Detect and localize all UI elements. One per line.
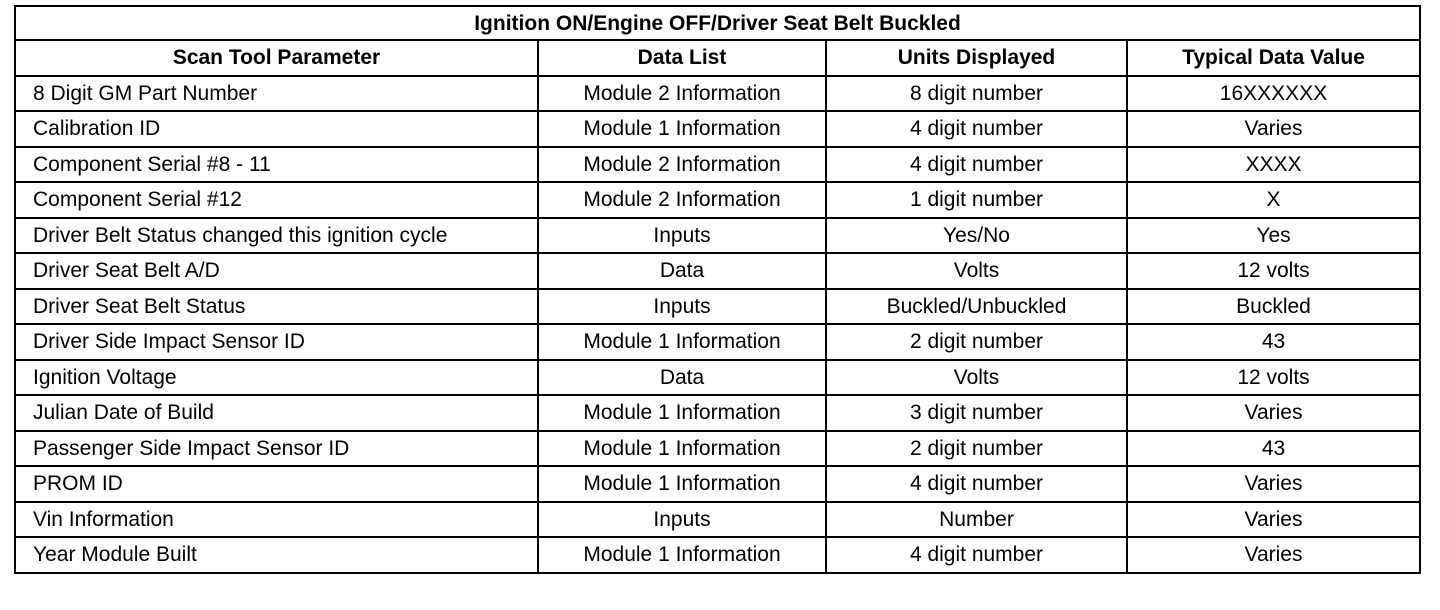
cell-scan-tool-parameter: Year Module Built [15,537,538,573]
cell-scan-tool-parameter: PROM ID [15,466,538,502]
cell-typical-data-value: Yes [1127,218,1420,254]
cell-units-displayed: 1 digit number [826,182,1127,218]
table-row [15,147,1420,183]
cell-scan-tool-parameter: Ignition Voltage [15,360,538,396]
cell-units-displayed: 4 digit number [826,466,1127,502]
cell-typical-data-value: Varies [1127,537,1420,573]
table-row [15,253,1420,289]
cell-units-displayed: Volts [826,253,1127,289]
cell-data-list: Inputs [538,502,826,538]
table-row [15,431,1420,467]
cell-typical-data-value: Varies [1127,502,1420,538]
cell-scan-tool-parameter: Driver Seat Belt A/D [15,253,538,289]
cell-units-displayed: 2 digit number [826,431,1127,467]
column-header-units-displayed: Units Displayed [826,40,1127,76]
cell-units-displayed: 4 digit number [826,147,1127,183]
table-row [15,218,1420,254]
column-header-data-list: Data List [538,40,826,76]
cell-data-list: Module 1 Information [538,431,826,467]
cell-typical-data-value: Varies [1127,466,1420,502]
cell-units-displayed: 8 digit number [826,76,1127,112]
cell-typical-data-value: 43 [1127,324,1420,360]
scan-tool-data-table [14,5,1421,574]
cell-typical-data-value: 12 volts [1127,253,1420,289]
cell-typical-data-value: Varies [1127,111,1420,147]
cell-scan-tool-parameter: Driver Side Impact Sensor ID [15,324,538,360]
table-row [15,182,1420,218]
cell-data-list: Module 1 Information [538,395,826,431]
cell-scan-tool-parameter: Julian Date of Build [15,395,538,431]
table-row [15,324,1420,360]
cell-typical-data-value: 12 volts [1127,360,1420,396]
cell-data-list: Module 2 Information [538,147,826,183]
cell-data-list: Inputs [538,289,826,325]
scan-tool-data-table-container [14,5,1419,574]
cell-data-list: Data [538,253,826,289]
cell-data-list: Module 1 Information [538,466,826,502]
cell-typical-data-value: Buckled [1127,289,1420,325]
table-row [15,289,1420,325]
cell-data-list: Module 2 Information [538,76,826,112]
table-row [15,111,1420,147]
cell-data-list: Module 1 Information [538,324,826,360]
cell-typical-data-value: Varies [1127,395,1420,431]
cell-units-displayed: 4 digit number [826,537,1127,573]
cell-scan-tool-parameter: Driver Belt Status changed this ignition cycle [15,218,538,254]
table-row [15,502,1420,538]
cell-units-displayed: 3 digit number [826,395,1127,431]
table-row [15,466,1420,502]
table-row [15,395,1420,431]
column-header-scan-tool-parameter: Scan Tool Parameter [15,40,538,76]
cell-scan-tool-parameter: Calibration ID [15,111,538,147]
table-row [15,360,1420,396]
cell-data-list: Module 1 Information [538,537,826,573]
table-row [15,76,1420,112]
table-body [15,76,1420,573]
cell-units-displayed: 2 digit number [826,324,1127,360]
cell-typical-data-value: XXXX [1127,147,1420,183]
cell-typical-data-value: 43 [1127,431,1420,467]
cell-data-list: Module 2 Information [538,182,826,218]
cell-scan-tool-parameter: Vin Information [15,502,538,538]
table-header-row [15,40,1420,76]
table-title: Ignition ON/Engine OFF/Driver Seat Belt Buckled [15,6,1420,40]
cell-scan-tool-parameter: Passenger Side Impact Sensor ID [15,431,538,467]
cell-data-list: Data [538,360,826,396]
cell-data-list: Module 1 Information [538,111,826,147]
column-header-typical-data-value: Typical Data Value [1127,40,1420,76]
table-title-row [15,6,1420,40]
cell-scan-tool-parameter: Driver Seat Belt Status [15,289,538,325]
cell-typical-data-value: 16XXXXXX [1127,76,1420,112]
cell-data-list: Inputs [538,218,826,254]
cell-scan-tool-parameter: Component Serial #8 - 11 [15,147,538,183]
table-row [15,537,1420,573]
cell-units-displayed: 4 digit number [826,111,1127,147]
cell-scan-tool-parameter: 8 Digit GM Part Number [15,76,538,112]
cell-units-displayed: Buckled/Unbuckled [826,289,1127,325]
cell-scan-tool-parameter: Component Serial #12 [15,182,538,218]
cell-units-displayed: Volts [826,360,1127,396]
cell-units-displayed: Yes/No [826,218,1127,254]
cell-typical-data-value: X [1127,182,1420,218]
cell-units-displayed: Number [826,502,1127,538]
